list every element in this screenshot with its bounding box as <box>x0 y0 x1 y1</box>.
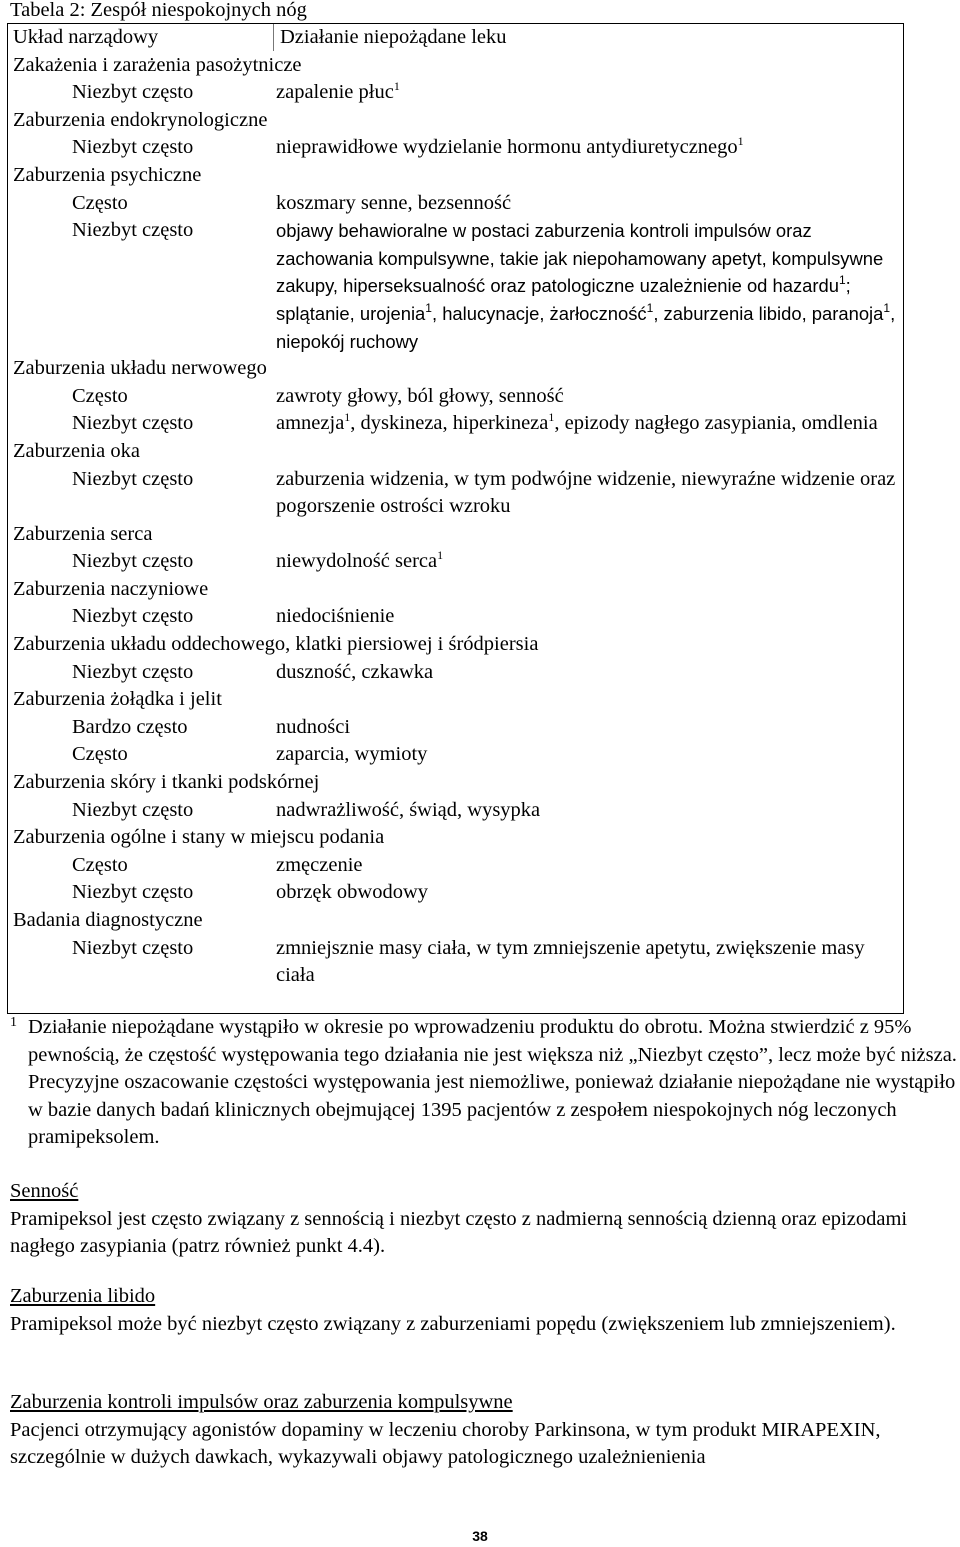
reaction-text-part: , halucynacje, żarłoczność <box>431 302 647 324</box>
adverse-reaction-text <box>276 852 903 880</box>
adverse-reaction-text <box>276 217 903 355</box>
reaction-text-part: nieprawidłowe wydzielanie hormonu antydiuretycznego <box>276 136 738 159</box>
reaction-text-part: , epizody nagłego zasypiania, omdlenia <box>554 412 878 435</box>
reaction-text-part: zapalenie płuc <box>276 81 394 104</box>
reaction-text-part: objawy behawioralne w postaci zaburzenia kontroli impulsów oraz zachowania kompulsywne, takie jak niepohamowany apetyt, kompulsywne zakupy, hiperseksualność oraz patologiczne uzależnienie od hazardu <box>276 220 884 297</box>
category-label: Zaburzenia ogólne i stany w miejscu podania <box>13 826 385 849</box>
reaction-text-part: nadwrażliwość, świąd, wysypka <box>276 798 541 821</box>
section-body: Pacjenci otrzymujący agonistów dopaminy w leczeniu choroby Parkinsona, w tym produkt MIRAPEXIN, szczególnie w dużych dawkach, wykazywali objawy patologicznego uzależnienienia <box>10 1418 881 1469</box>
reaction-row <box>8 935 903 990</box>
category-row <box>8 824 903 852</box>
adverse-reaction-text <box>276 603 903 631</box>
reaction-row <box>8 383 903 411</box>
section-body: Pramipeksol jest często związany z sennością i niezbyt często z nadmierną sennością dzienną oraz epizodami nagłego zasypiania (patrz również punkt 4.4). <box>10 1207 908 1258</box>
reaction-text-part: zmniejsznie masy ciała, w tym zmniejszenie apetytu, zwiększenie masy ciała <box>276 936 865 987</box>
category-row <box>8 107 903 135</box>
reaction-text-part: , zaburzenia libido, paranoja <box>653 302 884 324</box>
reaction-text-part: duszność, czkawka <box>276 660 434 683</box>
category-label: Zaburzenia żołądka i jelit <box>13 688 222 711</box>
footnote-marker: 1 <box>883 300 891 315</box>
reaction-text-part: nudności <box>276 715 351 738</box>
frequency-label: Niezbyt często <box>72 136 194 159</box>
reaction-text-part: zaburzenia widzenia, w tym podwójne widzenie, niewyraźne widzenie oraz pogorszenie ostrości wzroku <box>276 467 896 518</box>
category-row <box>8 438 903 466</box>
category-label: Zaburzenia układu nerwowego <box>13 357 267 380</box>
reaction-text-part: , niepokój ruchowy <box>276 302 896 352</box>
section-body: Pramipeksol może być niezbyt często związany z zaburzeniami popędu (zwiększeniem lub zmniejszeniem). <box>10 1312 896 1335</box>
header-adverse-reaction: Działanie niepożądane leku <box>280 26 507 48</box>
section-libido <box>10 1283 950 1338</box>
category-row <box>8 907 903 935</box>
adverse-reaction-text <box>276 383 903 411</box>
adverse-reaction-text <box>276 466 903 521</box>
frequency-label: Niezbyt często <box>72 881 194 904</box>
category-label: Badania diagnostyczne <box>13 909 203 931</box>
frequency-label: Często <box>72 191 128 214</box>
frequency-label: Niezbyt często <box>72 605 194 628</box>
reaction-row <box>8 714 903 742</box>
category-row <box>8 686 903 714</box>
reaction-row <box>8 603 903 631</box>
category-label: Zaburzenia psychiczne <box>13 163 202 186</box>
category-label: Zaburzenia naczyniowe <box>13 577 209 600</box>
page-number: 38 <box>472 1528 488 1544</box>
reaction-row <box>8 741 903 769</box>
category-label: Zaburzenia serca <box>13 522 153 545</box>
frequency-label: Niezbyt często <box>72 219 194 242</box>
frequency-label: Niezbyt często <box>72 81 194 104</box>
footnote-marker: 1 <box>646 300 654 315</box>
footnote-marker: 1 <box>344 410 351 425</box>
category-label: Zaburzenia oka <box>13 439 140 462</box>
reaction-row <box>8 79 903 107</box>
reaction-row <box>8 217 903 355</box>
reaction-text-part: zawroty głowy, ból głowy, senność <box>276 384 564 407</box>
reaction-row <box>8 852 903 880</box>
header-system-organ-class: Układ narządowy <box>13 26 159 48</box>
reaction-row <box>8 797 903 825</box>
reaction-text-part: niedociśnienie <box>276 605 395 628</box>
reaction-row <box>8 134 903 162</box>
table-body <box>8 52 903 990</box>
reaction-row <box>8 548 903 576</box>
frequency-label: Często <box>72 853 128 876</box>
section-heading: Zaburzenia kontroli impulsów oraz zaburzenia kompulsywne <box>10 1391 513 1413</box>
adverse-reaction-text <box>276 548 903 576</box>
adverse-reaction-text <box>276 659 903 687</box>
footnote-marker: 1 <box>838 273 846 288</box>
footnote-marker: 1 <box>437 548 444 563</box>
footnote-marker: 1 <box>737 134 744 149</box>
adverse-reaction-text <box>276 741 903 769</box>
reaction-text-part: zmęczenie <box>276 853 363 876</box>
frequency-label: Często <box>72 743 128 766</box>
footnote-text: Działanie niepożądane wystąpiło w okresie po wprowadzeniu produktu do obrotu. Można stwierdzić z 95% pewnością, że częstość występowania tego działania nie jest większa niż „Niezbyt często”, lecz może być niższa. Precyzyjne oszacowanie częstości występowania jest niemożliwe, ponieważ działanie niepożądane nie wystąpiło w bazie danych badań klinicznych obejmującej 1395 pacjentów z zespołem niespokojnych nóg leczonych pramipeksolem. <box>28 1016 957 1149</box>
reaction-row <box>8 879 903 907</box>
category-label: Zaburzenia układu oddechowego, klatki piersiowej i śródpiersia <box>13 633 539 656</box>
reaction-text-part: ; splątanie, urojenia <box>276 275 851 324</box>
adverse-reaction-text <box>276 79 903 107</box>
frequency-label: Niezbyt często <box>72 798 194 821</box>
adverse-reaction-text <box>276 410 903 438</box>
category-row <box>8 576 903 604</box>
adverse-reaction-text <box>276 935 903 990</box>
adverse-reaction-text <box>276 134 903 162</box>
reaction-text-part: zaparcia, wymioty <box>276 743 428 766</box>
category-row <box>8 521 903 549</box>
adverse-reactions-table <box>7 23 904 1014</box>
category-row <box>8 162 903 190</box>
header-divider <box>273 24 274 51</box>
frequency-label: Niezbyt często <box>72 660 194 683</box>
footnote-marker: 1 <box>425 300 432 315</box>
frequency-label: Niezbyt często <box>72 467 194 490</box>
frequency-label: Niezbyt często <box>72 412 194 435</box>
frequency-label: Bardzo często <box>72 715 188 738</box>
category-label: Zaburzenia endokrynologiczne <box>13 108 268 131</box>
reaction-text-part: koszmary senne, bezsenność <box>276 191 512 214</box>
reaction-text-part: , dyskineza, hiperkineza <box>350 412 549 435</box>
table-caption: Tabela 2: Zespół niespokojnych nóg <box>10 0 307 21</box>
reaction-text-part: niewydolność serca <box>276 550 438 573</box>
footnote-number: 1 <box>10 1015 17 1030</box>
reaction-row <box>8 466 903 521</box>
frequency-label: Niezbyt często <box>72 936 194 959</box>
footnote <box>10 1014 960 1152</box>
frequency-label: Często <box>72 384 128 407</box>
reaction-text-part: amnezja <box>276 412 345 435</box>
footnote-marker: 1 <box>393 79 400 94</box>
category-label: Zaburzenia skóry i tkanki podskórnej <box>13 771 320 794</box>
adverse-reaction-text <box>276 879 903 907</box>
adverse-reaction-text <box>276 714 903 742</box>
section-heading: Zaburzenia libido <box>10 1285 156 1307</box>
reaction-row <box>8 659 903 687</box>
category-row <box>8 355 903 383</box>
category-label: Zakażenia i zarażenia pasożytnicze <box>13 53 302 76</box>
section-impulse-control <box>10 1389 950 1472</box>
footnote-marker: 1 <box>548 410 555 425</box>
category-row <box>8 52 903 80</box>
reaction-row <box>8 410 903 438</box>
frequency-label: Niezbyt często <box>72 550 194 573</box>
reaction-text-part: obrzęk obwodowy <box>276 881 429 904</box>
adverse-reaction-text <box>276 797 903 825</box>
reaction-row <box>8 190 903 218</box>
section-somnolence <box>10 1178 950 1261</box>
section-heading: Senność <box>10 1180 79 1202</box>
category-row <box>8 769 903 797</box>
table-header-row <box>8 24 903 52</box>
adverse-reaction-text <box>276 190 903 218</box>
category-row <box>8 631 903 659</box>
